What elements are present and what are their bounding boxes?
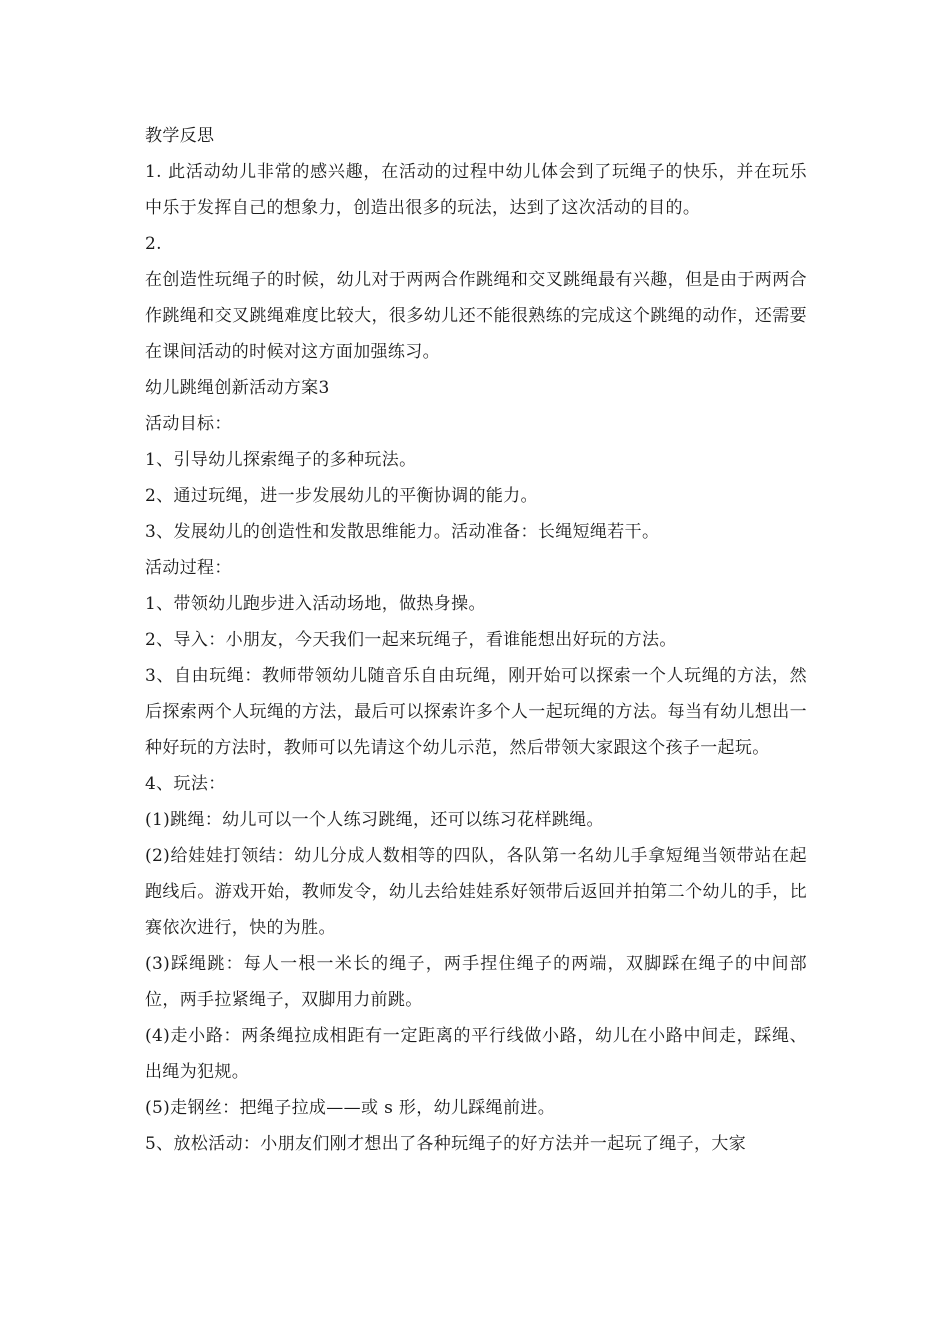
goal-item-2: 2、通过玩绳，进一步发展幼儿的平衡协调的能力。 — [145, 486, 538, 506]
reflection-point-2-number: 2. — [145, 234, 162, 254]
process-step-4-heading: 4、玩法： — [145, 774, 226, 794]
section-title-plan-3: 幼儿跳绳创新活动方案3 — [145, 378, 330, 398]
heading-activity-process: 活动过程： — [145, 558, 232, 578]
heading-teaching-reflection: 教学反思 — [145, 126, 215, 146]
game-item-4: (4)走小路：两条绳拉成相距有一定距离的平行线做小路，幼儿在小路中间走，踩绳、出绳为犯规。 — [145, 1026, 807, 1082]
process-step-2: 2、导入：小朋友，今天我们一起来玩绳子，看谁能想出好玩的方法。 — [145, 630, 677, 650]
heading-activity-goals: 活动目标： — [145, 414, 232, 434]
game-item-2: (2)给娃娃打领结：幼儿分成人数相等的四队，各队第一名幼儿手拿短绳当领带站在起跑线后。游戏开始，教师发令，幼儿去给娃娃系好领带后返回并拍第二个幼儿的手，比赛依次进行，快的为胜。 — [145, 846, 807, 938]
game-item-3: (3)踩绳跳：每人一根一米长的绳子，两手捏住绳子的两端，双脚踩在绳子的中间部位，两手拉紧绳子，双脚用力前跳。 — [145, 954, 807, 1010]
process-step-5: 5、放松活动：小朋友们刚才想出了各种玩绳子的好方法并一起玩了绳子，大家 — [145, 1134, 747, 1154]
reflection-point-1: 1. 此活动幼儿非常的感兴趣，在活动的过程中幼儿体会到了玩绳子的快乐，并在玩乐中乐于发挥自己的想象力，创造出很多的玩法，达到了这次活动的目的。 — [145, 162, 807, 218]
process-step-1: 1、带领幼儿跑步进入活动场地，做热身操。 — [145, 594, 486, 614]
goal-item-1: 1、引导幼儿探索绳子的多种玩法。 — [145, 450, 417, 470]
reflection-point-2-text: 在创造性玩绳子的时候，幼儿对于两两合作跳绳和交叉跳绳最有兴趣，但是由于两两合作跳绳和交叉跳绳难度比较大，很多幼儿还不能很熟练的完成这个跳绳的动作，还需要在课间活动的时候对这方面加强练习。 — [145, 270, 807, 362]
goal-item-3: 3、发展幼儿的创造性和发散思维能力。活动准备：长绳短绳若干。 — [145, 522, 660, 542]
document-page — [145, 118, 807, 1162]
game-item-5: (5)走钢丝：把绳子拉成——或 s 形，幼儿踩绳前进。 — [145, 1098, 556, 1118]
game-item-1: (1)跳绳：幼儿可以一个人练习跳绳，还可以练习花样跳绳。 — [145, 810, 604, 830]
process-step-3: 3、自由玩绳：教师带领幼儿随音乐自由玩绳，刚开始可以探索一个人玩绳的方法，然后探索两个人玩绳的方法，最后可以探索许多个人一起玩绳的方法。每当有幼儿想出一种好玩的方法时，教师可以先请这个幼儿示范，然后带领大家跟这个孩子一起玩。 — [145, 666, 807, 758]
